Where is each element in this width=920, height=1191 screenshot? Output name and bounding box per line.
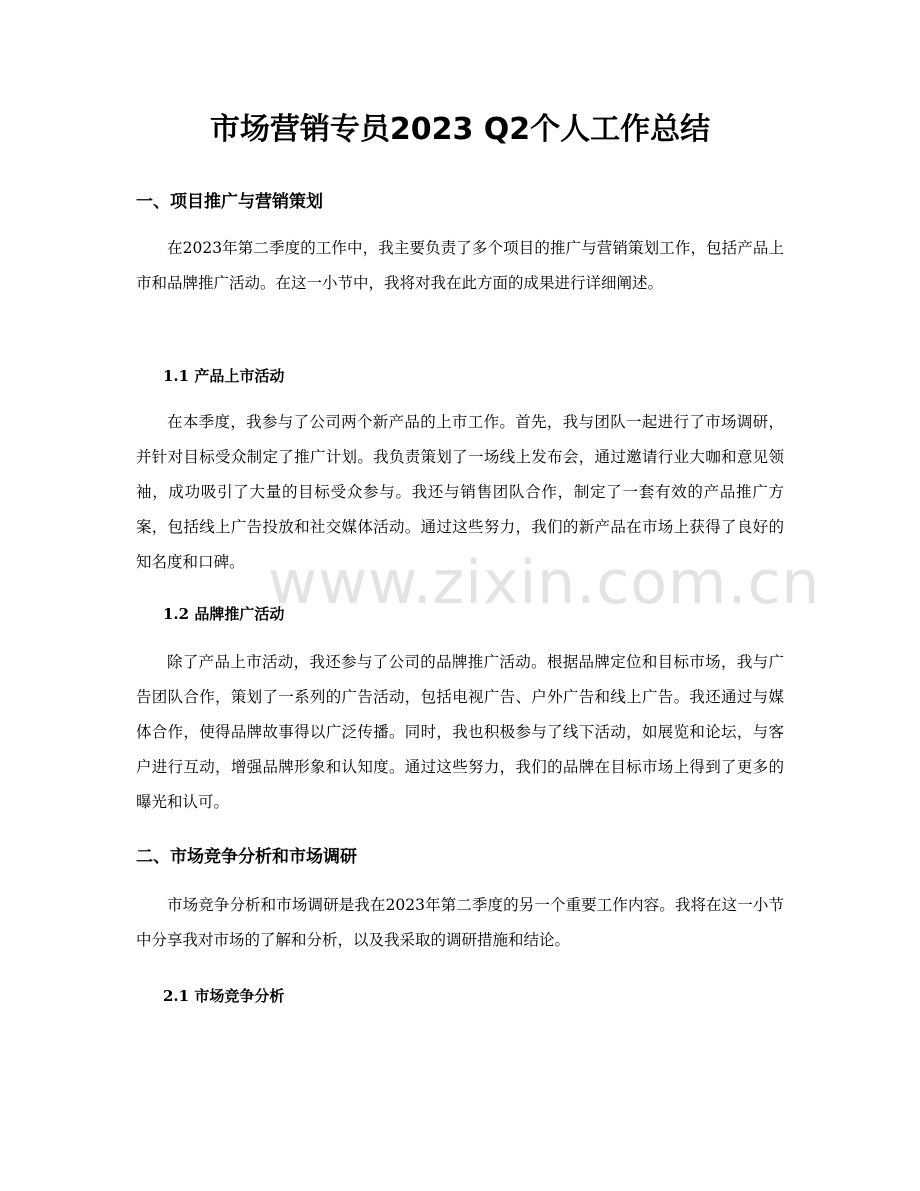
subsection-2-1-heading: 2.1 市场竞争分析 bbox=[163, 987, 285, 1005]
section-1-heading: 一、项目推广与营销策划 bbox=[136, 192, 323, 212]
subsection-1-2-heading: 1.2 品牌推广活动 bbox=[163, 605, 285, 623]
watermark-text: www.zixin.com.cn bbox=[268, 548, 821, 618]
section-1-intro: 在2023年第二季度的工作中，我主要负责了多个项目的推广与营销策划工作，包括产品上市和品牌推广活动。在这一小节中，我将对我在此方面的成果进行详细阐述。 bbox=[136, 239, 784, 292]
section-2-heading: 二、市场竞争分析和市场调研 bbox=[136, 847, 357, 867]
section-2-intro: 市场竞争分析和市场调研是我在2023年第二季度的另一个重要工作内容。我将在这一小节中分享我对市场的了解和分析，以及我采取的调研措施和结论。 bbox=[136, 896, 784, 949]
subsection-1-1-body: 在本季度，我参与了公司两个新产品的上市工作。首先，我与团队一起进行了市场调研，并针对目标受众制定了推广计划。我负责策划了一场线上发布会，通过邀请行业大咖和意见领袖，成功吸引了大量的目标受众参与。我还与销售团队合作，制定了一套有效的产品推广方案，包括线上广告投放和社交媒体活动。通过这些努力，我们的新产品在市场上获得了良好的知名度和口碑。 bbox=[136, 413, 784, 571]
page-title: 市场营销专员2023 Q2个人工作总结 bbox=[209, 112, 711, 147]
subsection-1-2-body: 除了产品上市活动，我还参与了公司的品牌推广活动。根据品牌定位和目标市场，我与广告团队合作，策划了一系列的广告活动，包括电视广告、户外广告和线上广告。我还通过与媒体合作，使得品牌故事得以广泛传播。同时，我也积极参与了线下活动，如展览和论坛，与客户进行互动，增强品牌形象和认知度。通过这些努力，我们的品牌在目标市场上得到了更多的曝光和认可。 bbox=[136, 653, 784, 811]
subsection-1-1-heading: 1.1 产品上市活动 bbox=[163, 367, 285, 385]
